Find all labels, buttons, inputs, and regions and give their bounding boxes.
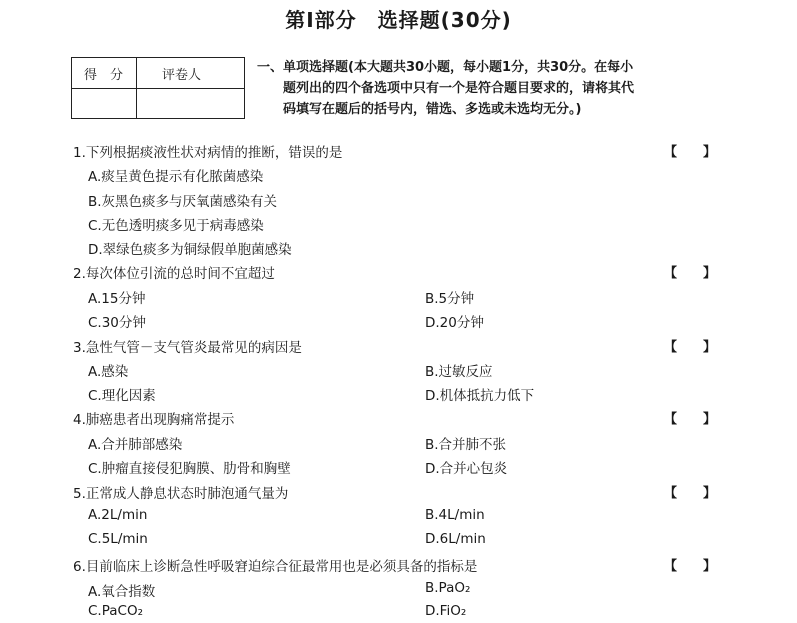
answer-bracket-1: 【 】 — [664, 145, 717, 160]
score-box — [71, 57, 245, 119]
question-6-option-d: D.FiO₂ — [425, 603, 467, 619]
question-2-option-d: D.20分钟 — [425, 315, 484, 331]
answer-bracket-3: 【 】 — [664, 340, 717, 355]
question-1-option-d: D.翠绿色痰多为铜绿假单胞菌感染 — [88, 242, 292, 258]
answer-bracket-2: 【 】 — [664, 266, 717, 281]
question-3-option-b: B.过敏反应 — [425, 364, 493, 380]
question-4-option-b: B.合并肺不张 — [425, 437, 507, 453]
question-3-option-a: A.感染 — [88, 364, 129, 380]
question-5-option-d: D.6L/min — [425, 531, 486, 547]
question-3-stem: 3.急性气管－支气管炎最常见的病因是 — [73, 340, 302, 356]
question-2-option-c: C.30分钟 — [88, 315, 146, 331]
answer-bracket-4: 【 】 — [664, 412, 717, 427]
instructions-line-2: 题列出的四个备选项中只有一个是符合题目要求的，请将其代 — [283, 81, 635, 96]
question-4-option-d: D.合并心包炎 — [425, 461, 508, 477]
question-5-option-a: A.2L/min — [88, 507, 148, 523]
question-2-option-a: A.15分钟 — [88, 291, 146, 307]
instructions — [257, 57, 727, 120]
instructions-line-1: 一、单项选择题(本大题共30小题，每小题1分，共30分。在每小 — [257, 60, 634, 75]
question-6-option-b: B.PaO₂ — [425, 580, 471, 596]
question-4-stem: 4.肺癌患者出现胸痛常提示 — [73, 412, 235, 428]
question-4-option-c: C.肿瘤直接侵犯胸膜、肋骨和胸壁 — [88, 461, 291, 477]
question-6-stem: 6.目前临床上诊断急性呼吸窘迫综合征最常用也是必须具备的指标是 — [73, 559, 478, 575]
question-5-option-c: C.5L/min — [88, 531, 148, 547]
instructions-line-3: 码填写在题后的括号内，错选、多选或未选均无分。) — [283, 102, 582, 117]
question-5-option-b: B.4L/min — [425, 507, 485, 523]
question-3-option-c: C.理化因素 — [88, 388, 156, 404]
score-label: 得 分 — [84, 68, 124, 83]
question-2-stem: 2.每次体位引流的总时间不宜超过 — [73, 266, 275, 282]
answer-bracket-6: 【 】 — [664, 559, 717, 574]
question-6-option-a: A.氧合指数 — [88, 584, 156, 600]
score-box-rule — [72, 88, 244, 89]
question-1-option-b: B.灰黑色痰多与厌氧菌感染有关 — [88, 194, 278, 210]
question-3-option-d: D.机体抵抗力低下 — [425, 388, 535, 404]
question-1-option-c: C.无色透明痰多见于病毒感染 — [88, 218, 264, 234]
grader-label: 评卷人 — [162, 68, 202, 83]
question-1-stem: 1.下列根据痰液性状对病情的推断，错误的是 — [73, 145, 343, 161]
question-5-stem: 5.正常成人静息状态时肺泡通气量为 — [73, 486, 289, 502]
question-2-option-b: B.5分钟 — [425, 291, 475, 307]
answer-bracket-5: 【 】 — [664, 486, 717, 501]
question-1-option-a: A.痰呈黄色提示有化脓菌感染 — [88, 169, 264, 185]
question-4-option-a: A.合并肺部感染 — [88, 437, 183, 453]
question-6-option-c: C.PaCO₂ — [88, 603, 143, 619]
section-title: 第Ⅰ部分 选择题(30分) — [285, 8, 512, 32]
